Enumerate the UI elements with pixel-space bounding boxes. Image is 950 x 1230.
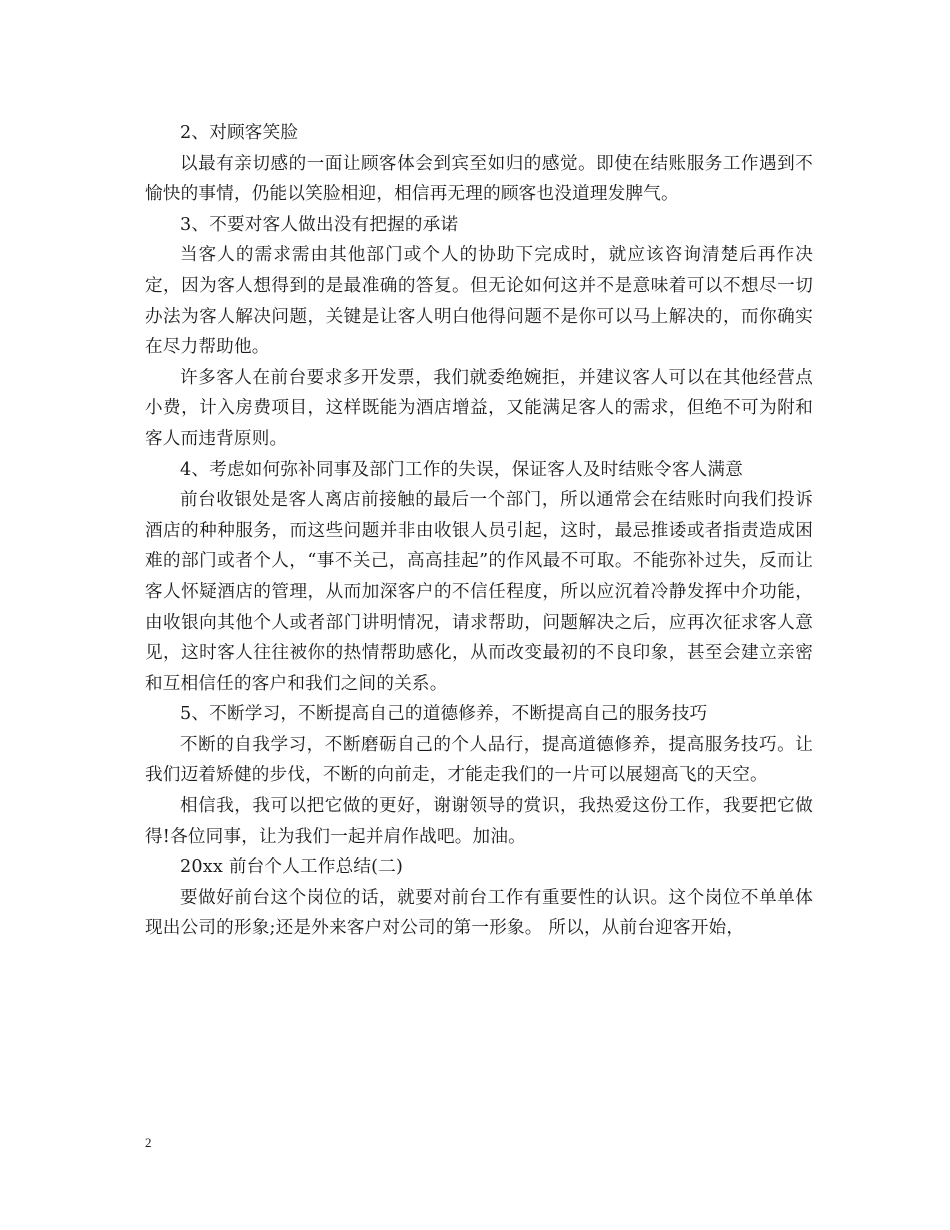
section-heading-2: 2、对顾客笑脸 (180, 123, 299, 143)
page-number: 2 (145, 1135, 152, 1150)
section-title: 20xx 前台个人工作总结(二) (180, 857, 404, 878)
paragraph: 要做好前台这个岗位的话，就要对前台工作有重要性的认识。这个岗位不单单体现出公司的形象;还是外来客户对公司的第一形象。 所以，从前台迎客开始， (145, 887, 813, 939)
paragraph: 当客人的需求需由其他部门或个人的协助下完成时，就应该咨询清楚后再作决定，因为客人想得到的是最准确的答复。但无论如何这并不是意味着可以不想尽一切办法为客人解决问题，关键是让客人明白他得问题不是你可以马上解决的，而你确实在尽力帮助他。 (145, 245, 813, 358)
paragraph: 许多客人在前台要求多开发票，我们就委绝婉拒，并建议客人可以在其他经营点小费，计入房费项目，这样既能为酒店增益，又能满足客人的需求，但绝不可为附和客人而违背原则。 (145, 367, 813, 449)
section-heading-5: 5、不断学习，不断提高自己的道德修养，不断提高自己的服务技巧 (180, 704, 708, 725)
paragraph: 前台收银处是客人离店前接触的最后一个部门，所以通常会在结账时向我们投诉酒店的种种服务，而这些问题并非由收银人员引起，这时，最忌推诿或者指责造成困难的部门或者个人，“事不关己，高高挂起”的作风最不可取。不能弥补过失，反而让客人怀疑酒店的管理，从而加深客户的不信任程度，所以应沉着冷静发挥中介功能，由收银向其他个人或者部门讲明情况，请求帮助，问题解决之后，应再次征求客人意见，这时客人往往被你的热情帮助感化，从而改变最初的不良印象，甚至会建立亲密和互相信任的客户和我们之间的关系。 (145, 490, 813, 694)
paragraph: 以最有亲切感的一面让顾客体会到宾至如归的感觉。即使在结账服务工作遇到不愉快的事情，仍能以笑脸相迎，相信再无理的顾客也没道理发脾气。 (145, 153, 813, 205)
document-body (145, 118, 813, 944)
paragraph: 不断的自我学习，不断磨砺自己的个人品行，提高道德修养，提高服务技巧。让我们迈着矫健的步伐，不断的向前走，才能走我们的一片可以展翅高飞的天空。 (145, 734, 813, 786)
section-heading-4: 4、考虑如何弥补同事及部门工作的失误，保证客人及时结账令客人满意 (180, 459, 744, 480)
section-heading-3: 3、不要对客人做出没有把握的承诺 (180, 214, 459, 235)
paragraph: 相信我，我可以把它做的更好，谢谢领导的赏识，我热爱这份工作，我要把它做得!各位同事，让为我们一起并肩作战吧。加油。 (145, 796, 813, 847)
